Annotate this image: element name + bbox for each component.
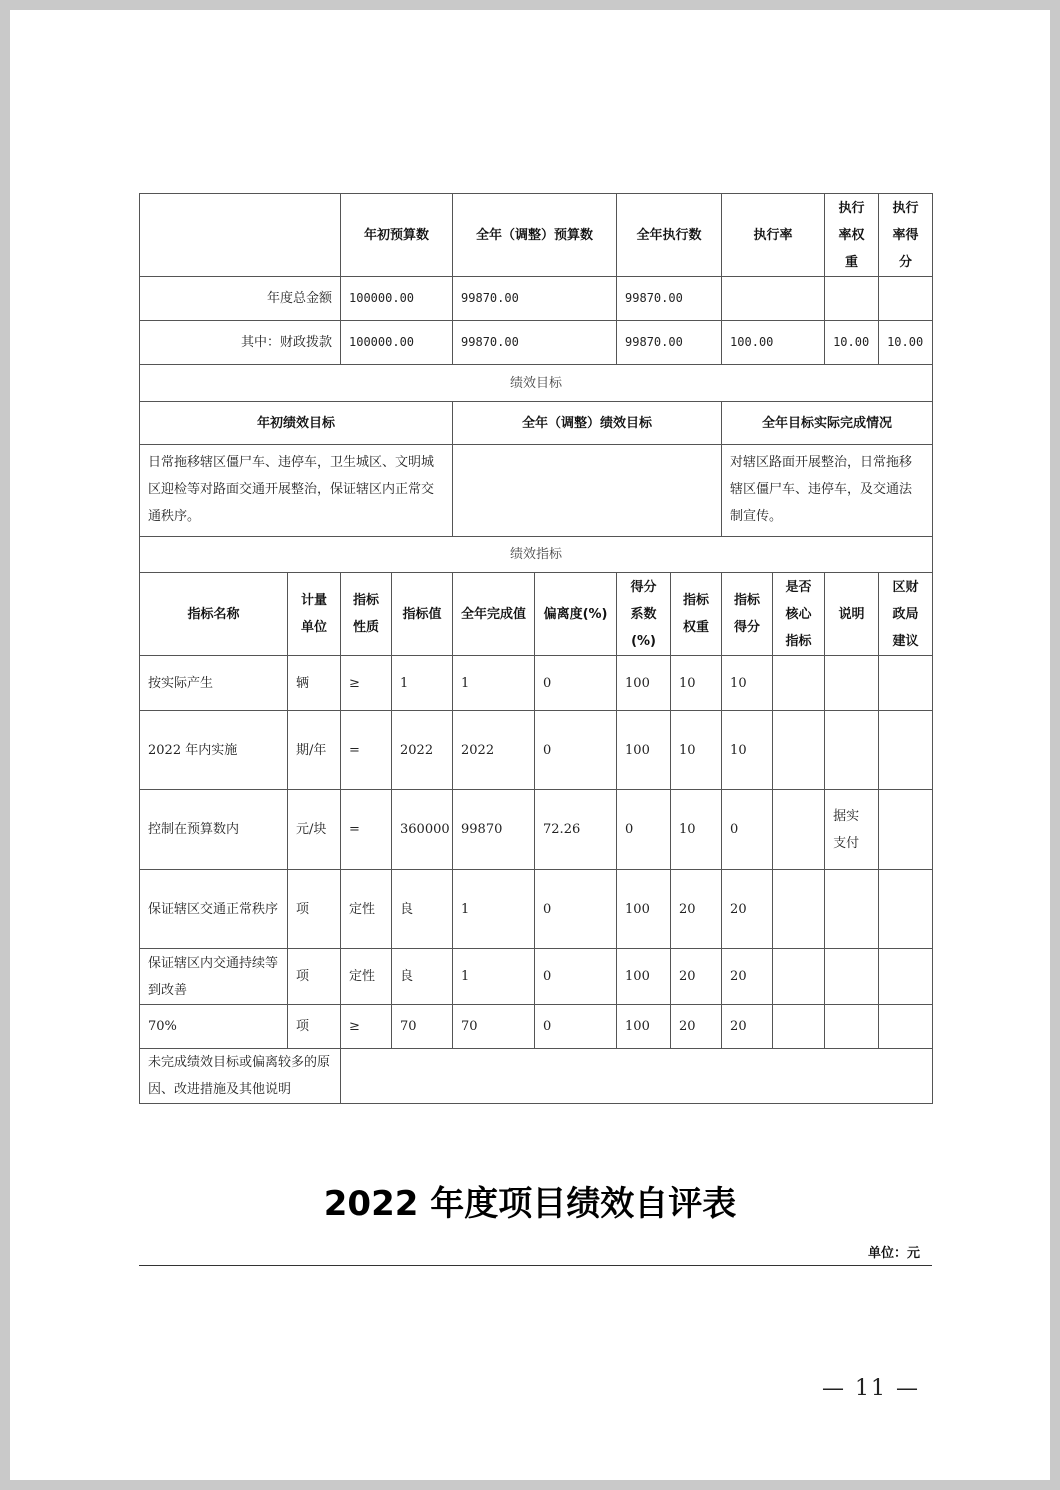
indicator-nature: = — [341, 711, 392, 790]
indicator-core — [773, 870, 825, 949]
indicator-header-score: 指标得分 — [722, 573, 773, 656]
indicator-nature: 定性 — [341, 870, 392, 949]
indicator-unit: 项 — [288, 1005, 341, 1049]
budget-score-value: 10.00 — [879, 321, 933, 365]
budget-weight-value: 10.00 — [825, 321, 879, 365]
indicator-name: 2022 年内实施 — [140, 711, 288, 790]
indicator-header-advice: 区财政局建议 — [879, 573, 933, 656]
table-row — [140, 656, 933, 711]
indicator-header-core: 是否核心指标 — [773, 573, 825, 656]
indicator-deviation: 0 — [535, 949, 617, 1005]
table-row — [140, 1005, 933, 1049]
budget-weight-value — [825, 277, 879, 321]
table-row — [140, 949, 933, 1005]
indicator-unit: 辆 — [288, 656, 341, 711]
indicator-score: 10 — [722, 711, 773, 790]
indicator-target: 360000 — [392, 790, 453, 870]
goals-section-row — [140, 365, 933, 402]
indicator-core — [773, 949, 825, 1005]
indicator-name: 按实际产生 — [140, 656, 288, 711]
indicators-section-row — [140, 537, 933, 573]
indicator-completed: 1 — [453, 656, 535, 711]
indicator-header-coef: 得分系数(%) — [617, 573, 671, 656]
table-row — [140, 870, 933, 949]
indicator-nature: = — [341, 790, 392, 870]
indicator-advice — [879, 656, 933, 711]
indicator-score: 10 — [722, 656, 773, 711]
budget-score-value — [879, 277, 933, 321]
indicator-advice — [879, 790, 933, 870]
unit-label: 单位：元 — [867, 1246, 920, 1261]
indicator-deviation: 0 — [535, 870, 617, 949]
indicator-deviation: 0 — [535, 656, 617, 711]
budget-rate-value: 100.00 — [722, 321, 825, 365]
budget-row-fiscal — [140, 321, 933, 365]
indicators-footer-value — [341, 1049, 933, 1104]
indicator-completed: 99870 — [453, 790, 535, 870]
indicator-name: 控制在预算数内 — [140, 790, 288, 870]
indicator-note — [825, 711, 879, 790]
indicator-coef: 100 — [617, 1005, 671, 1049]
indicator-weight: 20 — [671, 870, 722, 949]
indicator-name: 70% — [140, 1005, 288, 1049]
goals-header-initial: 年初绩效目标 — [140, 402, 453, 445]
indicator-coef: 100 — [617, 870, 671, 949]
budget-header-weight: 执行率权重 — [825, 194, 879, 277]
indicator-header-completed: 全年完成值 — [453, 573, 535, 656]
indicator-unit: 项 — [288, 870, 341, 949]
indicator-weight: 10 — [671, 790, 722, 870]
budget-header-adjusted: 全年（调整）预算数 — [453, 194, 617, 277]
indicator-nature: ≥ — [341, 656, 392, 711]
table-row — [140, 790, 933, 870]
goals-content-row — [140, 445, 933, 537]
budget-row-label: 年度总金额 — [140, 277, 341, 321]
indicator-weight: 20 — [671, 949, 722, 1005]
indicator-name: 保证辖区内交通持续等到改善 — [140, 949, 288, 1005]
indicator-deviation: 72.26 — [535, 790, 617, 870]
budget-adjusted-value: 99870.00 — [453, 277, 617, 321]
indicator-completed: 70 — [453, 1005, 535, 1049]
indicator-completed: 1 — [453, 870, 535, 949]
indicator-advice — [879, 949, 933, 1005]
budget-header-score: 执行率得分 — [879, 194, 933, 277]
title-divider — [139, 1265, 932, 1266]
indicator-score: 20 — [722, 949, 773, 1005]
document-page — [10, 10, 1050, 1480]
indicator-deviation: 0 — [535, 1005, 617, 1049]
goals-section-label: 绩效目标 — [140, 365, 933, 402]
page-number: — 11 — — [822, 1376, 920, 1401]
indicator-note — [825, 656, 879, 711]
goals-adjusted-text — [453, 445, 722, 537]
budget-header-executed: 全年执行数 — [617, 194, 722, 277]
indicator-note — [825, 870, 879, 949]
indicator-completed: 2022 — [453, 711, 535, 790]
budget-initial-value: 100000.00 — [341, 321, 453, 365]
goals-header-adjusted: 全年（调整）绩效目标 — [453, 402, 722, 445]
indicator-coef: 100 — [617, 949, 671, 1005]
table-row — [140, 711, 933, 790]
indicators-section-label: 绩效指标 — [140, 537, 933, 573]
indicator-note: 据实支付 — [825, 790, 879, 870]
indicator-score: 20 — [722, 1005, 773, 1049]
goals-initial-text: 日常拖移辖区僵尸车、违停车，卫生城区、文明城区迎检等对路面交通开展整治，保证辖区内正常交通秩序。 — [140, 445, 453, 537]
indicator-note — [825, 1005, 879, 1049]
indicator-header-target: 指标值 — [392, 573, 453, 656]
budget-corner-cell — [140, 194, 341, 277]
indicator-core — [773, 656, 825, 711]
budget-row-label: 其中：财政拨款 — [140, 321, 341, 365]
indicator-target: 良 — [392, 870, 453, 949]
indicator-core — [773, 790, 825, 870]
budget-rate-value — [722, 277, 825, 321]
indicator-target: 2022 — [392, 711, 453, 790]
indicator-header-note: 说明 — [825, 573, 879, 656]
indicator-header-unit: 计量单位 — [288, 573, 341, 656]
indicators-header-row — [140, 573, 933, 656]
indicator-unit: 期/年 — [288, 711, 341, 790]
indicator-target: 1 — [392, 656, 453, 711]
budget-header-initial: 年初预算数 — [341, 194, 453, 277]
indicator-weight: 10 — [671, 711, 722, 790]
budget-initial-value: 100000.00 — [341, 277, 453, 321]
indicator-advice — [879, 870, 933, 949]
indicator-header-weight: 指标权重 — [671, 573, 722, 656]
indicator-header-name: 指标名称 — [140, 573, 288, 656]
indicator-completed: 1 — [453, 949, 535, 1005]
budget-header-rate: 执行率 — [722, 194, 825, 277]
budget-adjusted-value: 99870.00 — [453, 321, 617, 365]
indicator-coef: 100 — [617, 711, 671, 790]
indicator-nature: 定性 — [341, 949, 392, 1005]
indicator-target: 良 — [392, 949, 453, 1005]
indicator-name: 保证辖区交通正常秩序 — [140, 870, 288, 949]
indicator-weight: 20 — [671, 1005, 722, 1049]
indicator-advice — [879, 1005, 933, 1049]
indicator-header-deviation: 偏离度(%) — [535, 573, 617, 656]
indicator-note — [825, 949, 879, 1005]
budget-executed-value: 99870.00 — [617, 277, 722, 321]
indicator-unit: 元/块 — [288, 790, 341, 870]
indicator-nature: ≥ — [341, 1005, 392, 1049]
goals-actual-text: 对辖区路面开展整治，日常拖移辖区僵尸车、违停车，及交通法制宣传。 — [722, 445, 933, 537]
goals-header-actual: 全年目标实际完成情况 — [722, 402, 933, 445]
indicator-target: 70 — [392, 1005, 453, 1049]
indicator-deviation: 0 — [535, 711, 617, 790]
indicator-header-nature: 指标性质 — [341, 573, 392, 656]
indicator-weight: 10 — [671, 656, 722, 711]
budget-header-row — [140, 194, 933, 277]
indicator-coef: 0 — [617, 790, 671, 870]
budget-executed-value: 99870.00 — [617, 321, 722, 365]
performance-table — [139, 193, 933, 1104]
indicator-core — [773, 711, 825, 790]
indicator-unit: 项 — [288, 949, 341, 1005]
indicators-footer-label: 未完成绩效目标或偏离较多的原因、改进措施及其他说明 — [140, 1049, 341, 1104]
indicator-score: 20 — [722, 870, 773, 949]
indicator-advice — [879, 711, 933, 790]
goals-header-row — [140, 402, 933, 445]
indicator-score: 0 — [722, 790, 773, 870]
indicator-core — [773, 1005, 825, 1049]
indicator-coef: 100 — [617, 656, 671, 711]
page-title: 2022 年度项目绩效自评表 — [323, 1184, 737, 1224]
indicators-footer-row — [140, 1049, 933, 1104]
budget-row-total — [140, 277, 933, 321]
